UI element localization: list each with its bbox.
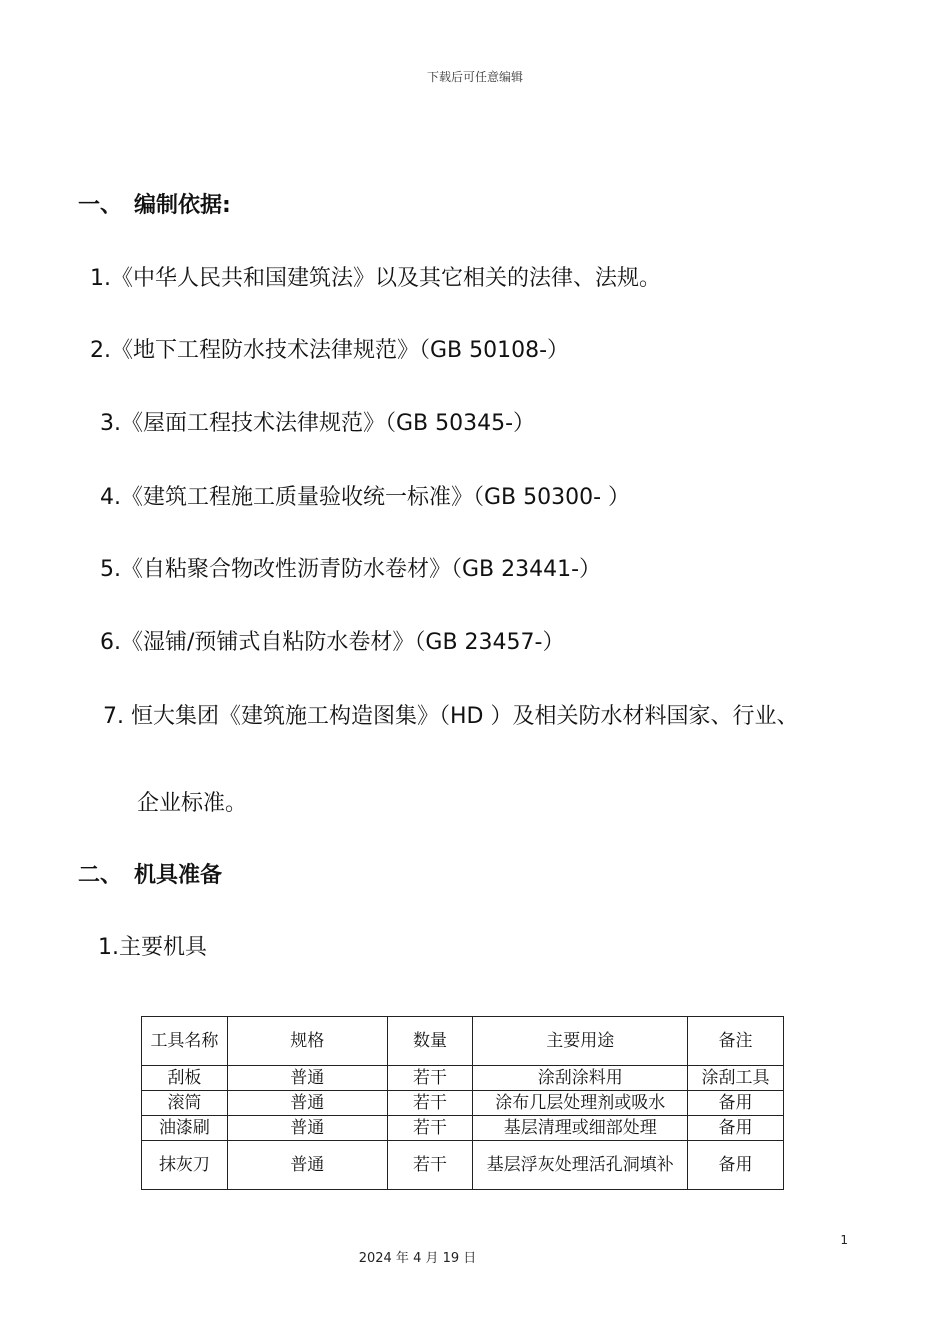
table-cell: 若干: [387, 1066, 473, 1091]
subheading-main-tools: 1.主要机具: [98, 935, 207, 960]
table-cell: 基层清理或细部处理: [473, 1116, 688, 1141]
table-row: [142, 1091, 784, 1116]
header-note: 下载后可任意编辑: [426, 70, 523, 84]
basis-item-4: 4.《建筑工程施工质量验收统一标准》（GB 50300- ）: [100, 485, 631, 510]
table-cell: 普通: [227, 1141, 387, 1190]
section-number: 一、: [78, 193, 123, 218]
section-title: 编制依据:: [134, 193, 231, 218]
table-row: [142, 1141, 784, 1190]
table-header-row: [142, 1017, 784, 1066]
table-cell: 若干: [387, 1141, 473, 1190]
tools-table: [141, 1016, 784, 1190]
table-cell: 普通: [227, 1066, 387, 1091]
table-row: [142, 1066, 784, 1091]
table-cell: 涂布几层处理剂或吸水: [473, 1091, 688, 1116]
basis-item-7: 7. 恒大集团《建筑施工构造图集》（HD ）及相关防水材料国家、行业、: [103, 704, 799, 729]
header-cell: 规格: [227, 1017, 387, 1066]
table-cell: 备用: [688, 1091, 784, 1116]
table-cell: 若干: [387, 1116, 473, 1141]
table-cell: 滚筒: [142, 1091, 228, 1116]
basis-item-5: 5.《自粘聚合物改性沥青防水卷材》（GB 23441-）: [100, 557, 602, 582]
header-cell: 数量: [387, 1017, 473, 1066]
table-cell: 刮板: [142, 1066, 228, 1091]
table-cell: 普通: [227, 1116, 387, 1141]
basis-item-3: 3.《屋面工程技术法律规范》（GB 50345-）: [100, 411, 536, 436]
page-number: 1: [840, 1233, 848, 1247]
section-number: 二、: [78, 863, 123, 888]
table-row: [142, 1116, 784, 1141]
table-cell: 基层浮灰处理活孔洞填补: [473, 1141, 688, 1190]
table-cell: 涂刮涂料用: [473, 1066, 688, 1091]
table-cell: 抹灰刀: [142, 1141, 228, 1190]
basis-item-7-continued: 企业标准。: [137, 791, 248, 816]
table-cell: 普通: [227, 1091, 387, 1116]
section-heading-basis: [78, 188, 231, 219]
table-cell: 若干: [387, 1091, 473, 1116]
section-heading-equipment: [78, 858, 222, 889]
header-cell: 主要用途: [473, 1017, 688, 1066]
table-cell: 涂刮工具: [688, 1066, 784, 1091]
header-cell: 备注: [688, 1017, 784, 1066]
table-cell: 备用: [688, 1116, 784, 1141]
header-cell: 工具名称: [142, 1017, 228, 1066]
basis-item-2: 2.《地下工程防水技术法律规范》（GB 50108-）: [90, 338, 570, 363]
table-cell: 备用: [688, 1141, 784, 1190]
footer-date: 2024 年 4 月 19 日: [358, 1251, 477, 1266]
basis-item-1: 1.《中华人民共和国建筑法》以及其它相关的法律、法规。: [90, 266, 661, 291]
basis-item-6: 6.《湿铺/预铺式自粘防水卷材》（GB 23457-）: [100, 630, 565, 655]
section-title: 机具准备: [134, 863, 223, 888]
table-cell: 油漆刷: [142, 1116, 228, 1141]
